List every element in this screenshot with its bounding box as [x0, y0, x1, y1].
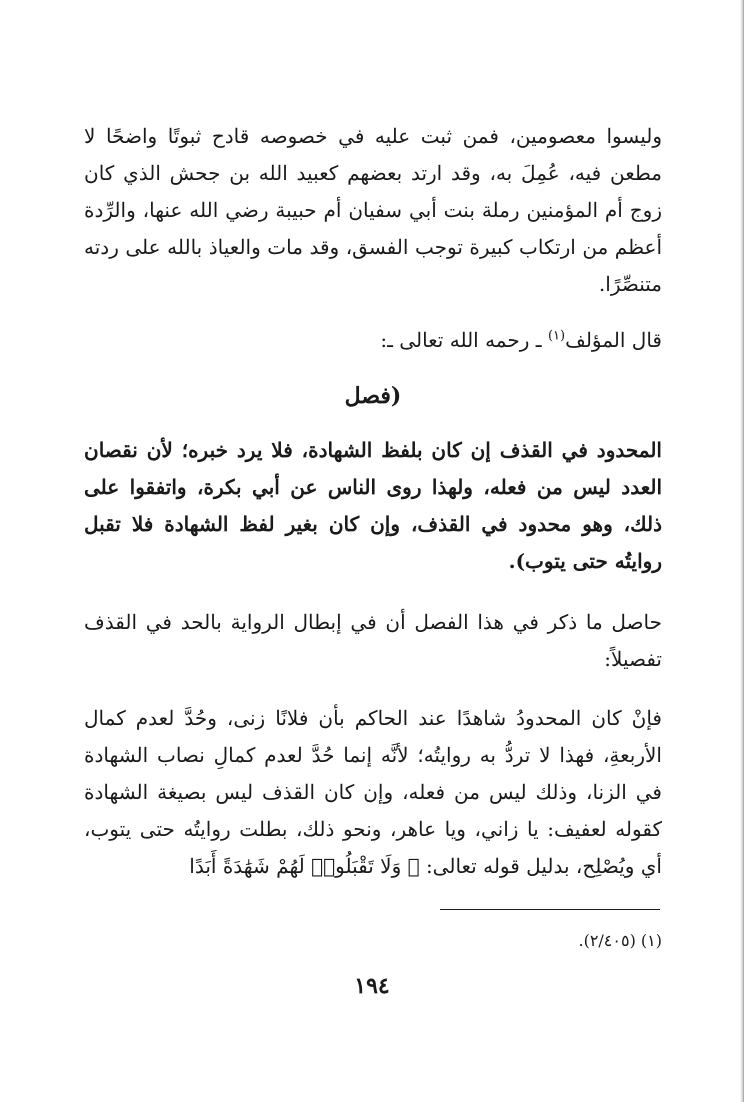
page-edge-shadow	[740, 0, 744, 1102]
author-note-line	[84, 322, 662, 359]
detail-paragraph: فإنْ كان المحدودُ شاهدًا عند الحاكم بأن فلانًا زنى، وحُدَّ لعدم كمال الأربعةِ، فهذا لا تردُّ به روايتُه؛ لأنَّه إنما حُدَّ لعدم كمالِ نصاب الشهادة في الزنا، وذلك ليس من فعله، وإن كان القذف ليس بصيغة الشهادة كقوله لعفيف: يا زاني، ويا عاهر، ونحو ذلك، بطلت روايتُه حتى يتوب، أي ويُصْلِح، بدليل قوله تعالى: ﴿ وَلَا تَقْبَلُوا۟ لَهُمْ شَهَٰدَةً أَبَدًا	[84, 706, 662, 878]
footnote-text: (١) (٢/٤٠٥).	[578, 931, 662, 950]
author-note-label: قال المؤلف	[565, 328, 662, 352]
intro-paragraph: وليسوا معصومين، فمن ثبت عليه في خصوصه قادح ثبوتًا واضحًا لا مطعن فيه، عُمِلَ به، وقد ارتد بعضهم كعبيد الله بن جحش الذي كان زوج أم المؤمنين رملة بنت أبي سفيان أم حبيبة رضي الله عنها، والرِّدة أعظم من ارتكاب كبيرة توجب الفسق، وقد مات والعياذ بالله على ردته متنصِّرًا.	[84, 124, 662, 296]
author-note-invocation: ـ رحمه الله تعالى ـ:	[380, 328, 548, 352]
matn-bold-paragraph: المحدود في القذف إن كان بلفظ الشهادة، فلا يرد خبره؛ لأن نقصان العدد ليس من فعله، ولهذا روى الناس عن أبي بكرة، واتفقوا على ذلك، وهو محدود في القذف، وإن كان بغير لفظ الشهادة فلا تقبل روايتُه حتى يتوب).	[84, 438, 662, 573]
summary-paragraph: حاصل ما ذكر في هذا الفصل أن في إبطال الرواية بالحد في القذف تفصيلاً:	[84, 610, 662, 671]
section-title: (فصل	[344, 383, 402, 409]
page-number: ١٩٤	[354, 973, 390, 999]
footnote-marker: (١)	[547, 328, 566, 344]
footnote-divider	[440, 909, 660, 910]
